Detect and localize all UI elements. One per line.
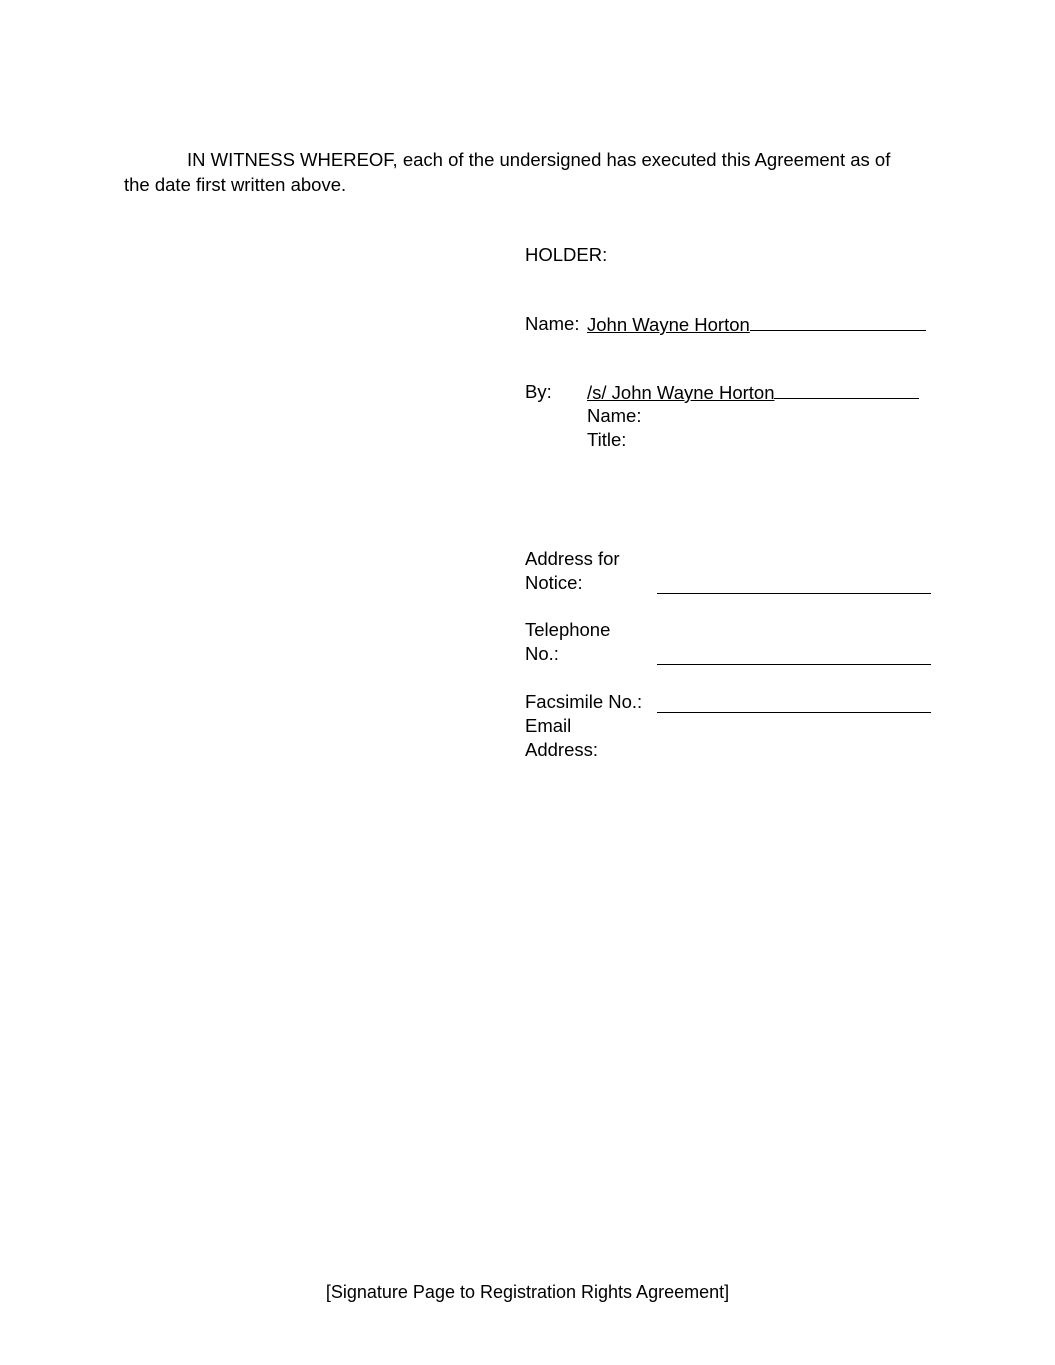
telephone-label-line-2: No.:	[525, 643, 559, 664]
intro-line-1: IN WITNESS WHEREOF, each of the undersigned has executed this Agreement as of	[187, 149, 891, 170]
by-value: /s/ John Wayne Horton	[587, 382, 775, 403]
email-label-line-1: Email	[525, 715, 572, 736]
email-label-line-2: Address:	[525, 739, 599, 760]
address-label-line-1: Address for	[525, 548, 620, 569]
by-label: By:	[525, 381, 552, 402]
signatory-title-label: Title:	[587, 429, 627, 450]
by-signature-line	[587, 380, 919, 405]
name-value: John Wayne Horton	[587, 314, 750, 335]
address-label-line-2: Notice:	[525, 572, 583, 593]
name-label: Name:	[525, 313, 580, 334]
intro-line-2: the date first written above.	[124, 174, 347, 195]
name-blank-line	[750, 312, 926, 331]
page-footer: [Signature Page to Registration Rights Agreement]	[325, 1282, 730, 1302]
signatory-name-label: Name:	[587, 405, 642, 426]
address-blank-line	[657, 593, 931, 594]
facsimile-label: Facsimile No.:	[525, 691, 643, 712]
by-blank-line	[774, 380, 919, 399]
telephone-blank-line	[657, 664, 931, 665]
name-signature-line	[587, 312, 926, 337]
telephone-label-line-1: Telephone	[525, 619, 611, 640]
facsimile-blank-line	[657, 712, 931, 713]
holder-heading: HOLDER:	[525, 244, 608, 265]
